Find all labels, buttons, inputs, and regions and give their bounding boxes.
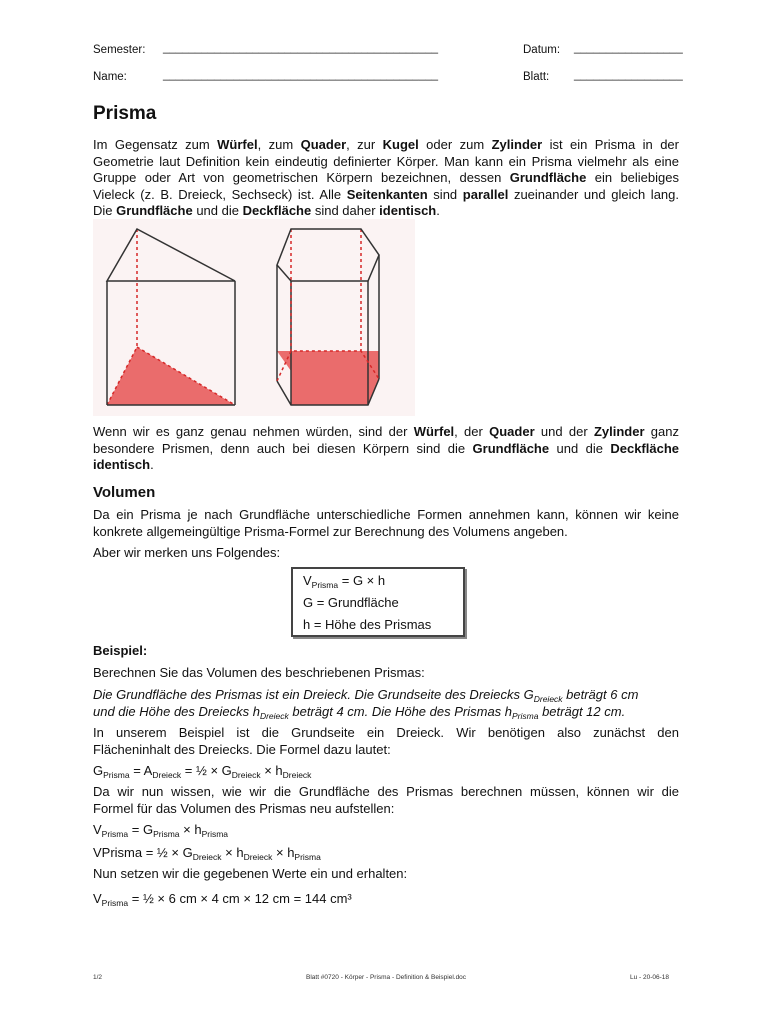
intro-line-1: Im Gegensatz zum Würfel, zum Quader, zur Kugel oder zum Zylinder ist ein Prisma in der (93, 137, 679, 152)
volumen-paragraph: Da ein Prisma je nach Grundfläche unterschiedliche Formen annehmen kann, können wir keine konkrete allgemeingültige Prisma-Formel zur Berechnung des Volumens angeben. (93, 507, 679, 539)
intro-paragraph (93, 137, 679, 220)
formula-result: $V_{Prisma}$ = ½ × 6 cm × 4 cm × 12 cm = 144 cm³ (93, 891, 352, 908)
beispiel-explanation-2: Da wir nun wissen, wie wir die Grundfläche des Prismas berechnen müssen, können wir die Formel für das Volumen des Prismas neu aufstellen: (93, 784, 679, 816)
volumen-note: Aber wir merken uns Folgendes: (93, 545, 281, 560)
formula-h-definition: h = Höhe des Prismas (303, 617, 432, 632)
formula-volume-prisma: $V_{Prisma} = G_{Prisma} \times h_{Prisma}$ (93, 822, 229, 839)
semester-label: Semester: (93, 44, 146, 56)
footer-page-number: 1/2 (93, 974, 103, 981)
intro-line-5: Die Grundfläche und die Deckfläche sind daher identisch. (93, 203, 440, 218)
formula-volume-expanded: VPrisma = ½ × $G_{Dreieck} \times h_{Dreieck} \times h_{Prisma}$ (93, 845, 321, 862)
beispiel-given: Die Grundfläche des Prismas ist ein Dreieck. Die Grundseite des Dreiecks $G_{Dreieck}$ beträgt 6 cm und die Höhe des Dreiecks $h_{Dreieck}$ beträgt 4 cm. Die Höhe des Prismas $h_{Prisma}$ beträgt 12 cm. (93, 687, 639, 721)
prism-illustration (93, 219, 415, 416)
blatt-label: Blatt: (523, 71, 550, 83)
hexagonal-base-fill (277, 351, 379, 405)
name-field[interactable]: ___________________________________________ (163, 69, 439, 81)
volumen-heading: Volumen (93, 484, 156, 501)
footer-author-date: Lu - 20-06-18 (630, 974, 670, 981)
beispiel-explanation-1: In unserem Beispiel ist die Grundseite ein Dreieck. Wir benötigen also zunächst den Flächeninhalt des Dreiecks. Die Formel dazu lautet: (93, 725, 679, 757)
formula-grundflaeche: $G_{Prisma} = A_{Dreieck}$ = ½ × $G_{Dreieck} \times h_{Dreieck}$ (93, 763, 312, 780)
formula-g-definition: G = Grundfläche (303, 595, 399, 610)
name-label: Name: (93, 71, 127, 83)
intro-line-4: Vieleck (z. B. Dreieck, Sechseck) ist. Alle Seitenkanten sind parallel zueinander und gleich lang. (93, 186, 680, 202)
beispiel-explanation-3: Nun setzen wir die gegebenen Werte ein und erhalten: (93, 866, 408, 881)
volume-formula-box (291, 567, 465, 637)
formula-volume: $V_{Prisma} = G \times h$ (303, 573, 386, 590)
intro-line-2: Geometrie laut Definition kein eindeutig definierter Körper. Man kann ein Prisma vielmehr als eine (93, 153, 679, 169)
beispiel-heading: Beispiel: (93, 643, 148, 658)
blatt-field[interactable]: _________________ (574, 69, 683, 81)
footer-filename: Blatt #0720 - Körper - Prisma - Definition & Beispiel.doc (306, 974, 467, 981)
page-title: Prisma (93, 103, 157, 124)
special-prisms-paragraph: Wenn wir es ganz genau nehmen würden, sind der Würfel, der Quader und der Zylinder ganz besondere Prismen, denn auch bei diesen Körpern sind die Grundfläche und die Deckfläche identisch. (93, 424, 679, 472)
datum-label: Datum: (523, 44, 561, 56)
beispiel-task: Berechnen Sie das Volumen des beschriebenen Prismas: (93, 665, 425, 680)
semester-field[interactable]: ___________________________________________ (163, 42, 439, 54)
intro-line-3: Gruppe oder Art von geometrischen Körpern bezeichnen, dessen Grundfläche ein beliebiges (93, 170, 679, 185)
datum-field[interactable]: _________________ (574, 42, 683, 54)
